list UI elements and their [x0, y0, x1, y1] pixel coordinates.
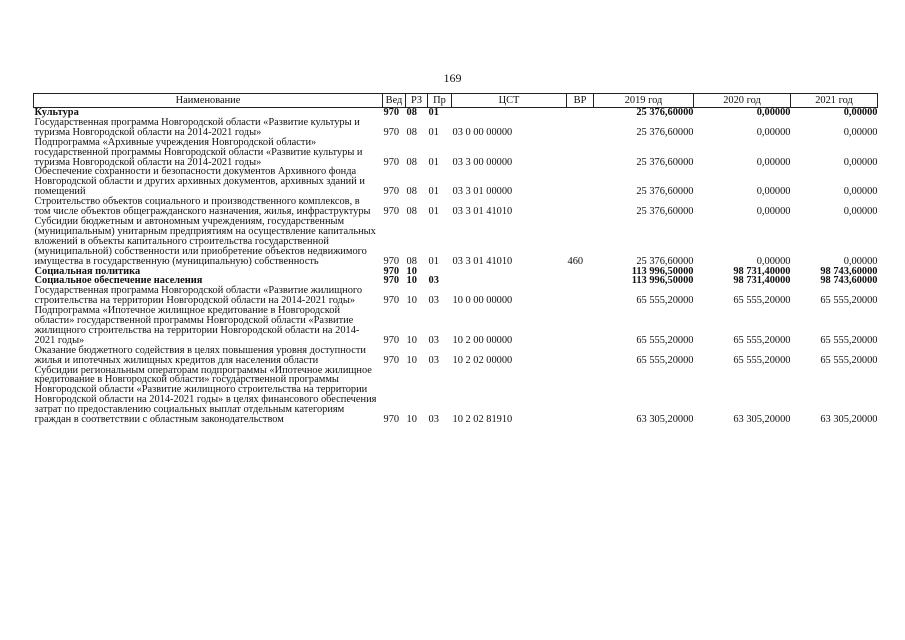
row-ved: 970: [383, 265, 400, 277]
row-pr: 03: [428, 414, 439, 426]
row-value-2020: 98 731,40000: [733, 265, 791, 277]
row-ved: 970: [383, 255, 400, 267]
row-vr: [567, 167, 594, 197]
row-name: Подпрограмма «Архивные учреждения Новгородской области» государственной программы Новгородской области «Развитие культуры и туризма Новгородской области на 2014-2021 годы»: [34, 136, 363, 168]
row-ved: 970: [383, 334, 400, 346]
row-rz: 10: [406, 354, 417, 366]
row-cst: [452, 276, 567, 286]
table-row: [34, 346, 878, 366]
col-header-2020: 2020 год: [694, 94, 791, 108]
row-cst: 10 2 00 00000: [452, 334, 513, 346]
budget-table: [33, 93, 878, 425]
table-row: [34, 138, 878, 168]
row-pr: 03: [428, 275, 439, 287]
row-value-2019: 25 376,60000: [636, 186, 694, 198]
row-value-2021: 0,00000: [843, 206, 878, 218]
row-cst: [452, 108, 567, 118]
row-ved: 970: [383, 186, 400, 198]
row-cst: 03 3 00 00000: [452, 156, 513, 168]
row-value-2020: 0,00000: [756, 255, 791, 267]
row-value-2021: 0,00000: [843, 156, 878, 168]
row-value-2020: 0,00000: [756, 107, 791, 118]
row-vr: [567, 197, 594, 217]
table-row: [34, 366, 878, 425]
col-header-vr: ВР: [567, 94, 594, 108]
row-name: Социальное обеспечение населения: [34, 275, 203, 287]
row-pr: 01: [428, 107, 439, 118]
row-value-2019: 25 376,60000: [636, 107, 694, 118]
row-vr: [567, 306, 594, 346]
row-rz: 10: [406, 334, 417, 346]
row-value-2020: 0,00000: [756, 206, 791, 218]
table-row: [34, 167, 878, 197]
row-name: Государственная программа Новгородской области «Развитие жилищного строительства на территории Новгородской области на 2014-2021 годы»: [34, 285, 363, 307]
row-value-2021: 65 555,20000: [820, 334, 878, 346]
row-value-2020: 65 555,20000: [733, 354, 791, 366]
col-header-rz: РЗ: [406, 94, 428, 108]
row-ved: 970: [383, 414, 400, 426]
table-row: [34, 197, 878, 217]
row-value-2019: 25 376,60000: [636, 255, 694, 267]
row-pr: 01: [428, 156, 439, 168]
row-value-2021: 98 743,60000: [820, 275, 878, 287]
row-value-2021: 0,00000: [843, 255, 878, 267]
row-rz: 10: [406, 265, 417, 277]
row-name: Социальная политика: [34, 265, 141, 277]
row-ved: 970: [383, 295, 400, 307]
row-name: Подпрограмма «Ипотечное жилищное кредитование в Новгородской области» государственной программы Новгородской области «Развитие жилищного строительства на территории Новгородской области на 2014-2021 годы»: [34, 305, 360, 346]
col-header-ved: Вед: [383, 94, 406, 108]
col-header-2021: 2021 год: [791, 94, 878, 108]
row-rz: 08: [406, 107, 417, 118]
col-header-cst: ЦСТ: [452, 94, 567, 108]
row-vr: [567, 108, 594, 118]
table-row: [34, 217, 878, 267]
row-value-2021: 0,00000: [843, 186, 878, 198]
row-cst: 03 0 00 00000: [452, 126, 513, 138]
row-name: Субсидии региональным операторам подпрограммы «Ипотечное жилищное кредитование в Новгородской области» государственной программы Новгородской области «Развитие жилищного строительства на территории Новгородской области на 2014-2021 годы» в целях финансового обеспечения затрат по предоставлению социальных выплат отдельным категориям граждан в соответствии с областным законодательством: [34, 364, 377, 426]
row-ved: 970: [383, 275, 400, 287]
row-name: Оказание бюджетного содействия в целях повышения уровня доступности жилья и ипотечных жилищных кредитов для населения области: [34, 344, 366, 366]
row-value-2020: 0,00000: [756, 186, 791, 198]
row-value-2021: 0,00000: [843, 126, 878, 138]
table-row: [34, 306, 878, 346]
row-value-2020: 63 305,20000: [733, 414, 791, 426]
row-value-2019: 25 376,60000: [636, 206, 694, 218]
row-rz: 08: [406, 126, 417, 138]
row-value-2021: 65 555,20000: [820, 295, 878, 307]
row-name: Строительство объектов социального и производственного комплексов, в том числе объектов общегражданского назначения, жилья, инфраструктуры: [34, 196, 371, 218]
row-cst: 10 2 02 00000: [452, 354, 513, 366]
row-value-2020: 65 555,20000: [733, 295, 791, 307]
row-rz: 08: [406, 186, 417, 198]
row-value-2019: 25 376,60000: [636, 126, 694, 138]
table-row: [34, 286, 878, 306]
header-row: [34, 94, 878, 108]
row-cst: 03 3 01 41010: [452, 206, 513, 218]
col-header-name: Наименование: [34, 94, 383, 108]
row-value-2019: 113 996,50000: [631, 275, 694, 287]
row-value-2019: 65 555,20000: [636, 334, 694, 346]
row-pr: 01: [428, 126, 439, 138]
row-cst: 10 0 00 00000: [452, 295, 513, 307]
row-value-2021: 65 555,20000: [820, 354, 878, 366]
row-ved: 970: [383, 156, 400, 168]
row-rz: 08: [406, 255, 417, 267]
row-vr: 460: [567, 255, 584, 267]
row-name: Культура: [34, 107, 79, 118]
row-cst: 03 3 01 00000: [452, 186, 513, 198]
row-cst: 10 2 02 81910: [452, 414, 513, 426]
row-value-2020: 0,00000: [756, 126, 791, 138]
row-pr: 03: [428, 354, 439, 366]
row-vr: [567, 286, 594, 306]
row-pr: 01: [428, 206, 439, 218]
row-name: Государственная программа Новгородской области «Развитие культуры и туризма Новгородской области на 2014-2021 годы»: [34, 116, 360, 138]
row-vr: [567, 366, 594, 425]
page-number: 169: [443, 71, 462, 85]
row-cst: 03 3 01 41010: [452, 255, 513, 267]
col-header-2019: 2019 год: [594, 94, 694, 108]
row-pr: 01: [428, 186, 439, 198]
row-vr: [567, 346, 594, 366]
row-value-2021: 63 305,20000: [820, 414, 878, 426]
row-vr: [567, 276, 594, 286]
row-ved: 970: [383, 107, 400, 118]
row-ved: 970: [383, 206, 400, 218]
row-vr: [567, 118, 594, 138]
row-ved: 970: [383, 354, 400, 366]
row-pr: 03: [428, 334, 439, 346]
row-value-2019: 25 376,60000: [636, 156, 694, 168]
row-rz: 10: [406, 414, 417, 426]
row-name: Субсидии бюджетным и автономным учреждениям, государственным (муниципальным) унитарным предприятиям на осуществление капитальных вложений в объекты капитального строительства государственной (муниципальной) собственности или приобретение объектов недвижимого имущества в государственную (муниципальную) собственность: [34, 215, 376, 267]
row-value-2020: 0,00000: [756, 156, 791, 168]
row-rz: 10: [406, 295, 417, 307]
row-value-2019: 113 996,50000: [631, 265, 694, 277]
row-name: Обеспечение сохранности и безопасности документов Архивного фонда Новгородской области и других архивных документов, архивных зданий и помещений: [34, 166, 365, 198]
row-value-2020: 98 731,40000: [733, 275, 791, 287]
row-pr: 03: [428, 295, 439, 307]
row-cst: [452, 267, 567, 277]
table-row: [34, 118, 878, 138]
row-value-2021: 0,00000: [843, 107, 878, 118]
row-ved: 970: [383, 126, 400, 138]
row-value-2019: 65 555,20000: [636, 354, 694, 366]
col-header-pr: Пр: [428, 94, 452, 108]
row-rz: 10: [406, 275, 417, 287]
row-rz: 08: [406, 156, 417, 168]
row-vr: [567, 267, 594, 277]
row-value-2019: 63 305,20000: [636, 414, 694, 426]
row-value-2021: 98 743,60000: [820, 265, 878, 277]
row-rz: 08: [406, 206, 417, 218]
row-value-2020: 65 555,20000: [733, 334, 791, 346]
row-value-2019: 65 555,20000: [636, 295, 694, 307]
row-pr: 01: [428, 255, 439, 267]
row-vr: [567, 138, 594, 168]
